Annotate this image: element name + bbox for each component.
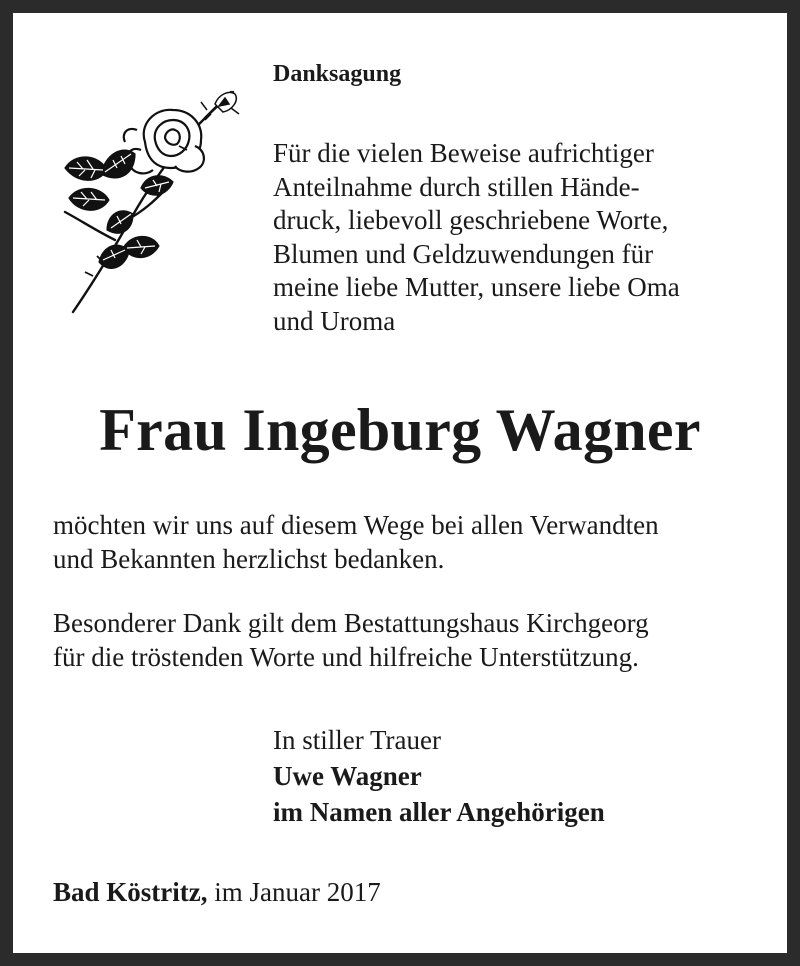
intro-text (273, 137, 680, 338)
paragraph-line: Besonderer Dank gilt dem Bestattungshaus Kirchgeorg (53, 608, 649, 638)
place-date (53, 874, 381, 910)
intro-line: druck, liebevoll geschriebene Worte, (273, 205, 669, 235)
signature-block (273, 722, 605, 830)
intro-line: Anteilnahme durch stillen Hände- (273, 171, 640, 202)
heading-danksagung: Danksagung (273, 61, 402, 87)
place-name: Bad Köstritz, (53, 877, 208, 907)
paragraph-line: für die tröstenden Worte und hilfreiche Unterstützung. (53, 642, 639, 672)
paragraph-line: und Bekannten herzlichst bedanken. (53, 544, 445, 574)
intro-line: Blumen und Geldzuwendungen für (273, 238, 654, 269)
special-thanks-paragraph (53, 606, 649, 674)
thanks-paragraph (53, 508, 659, 576)
intro-line: meine liebe Mutter, unsere liebe Oma (273, 272, 680, 302)
intro-line: und Uroma (273, 305, 396, 336)
signer-name: Uwe Wagner (273, 761, 422, 791)
rose-icon (55, 80, 255, 320)
date-text: im Januar 2017 (207, 877, 381, 907)
closing-phrase: In stiller Trauer (273, 725, 441, 755)
signer-note: im Namen aller Angehörigen (273, 797, 605, 827)
deceased-name: Frau Ingeburg Wagner (99, 397, 701, 463)
paragraph-line: möchten wir uns auf diesem Wege bei allen Verwandten (53, 510, 659, 540)
intro-line: Für die vielen Beweise aufrichtiger (273, 138, 654, 168)
